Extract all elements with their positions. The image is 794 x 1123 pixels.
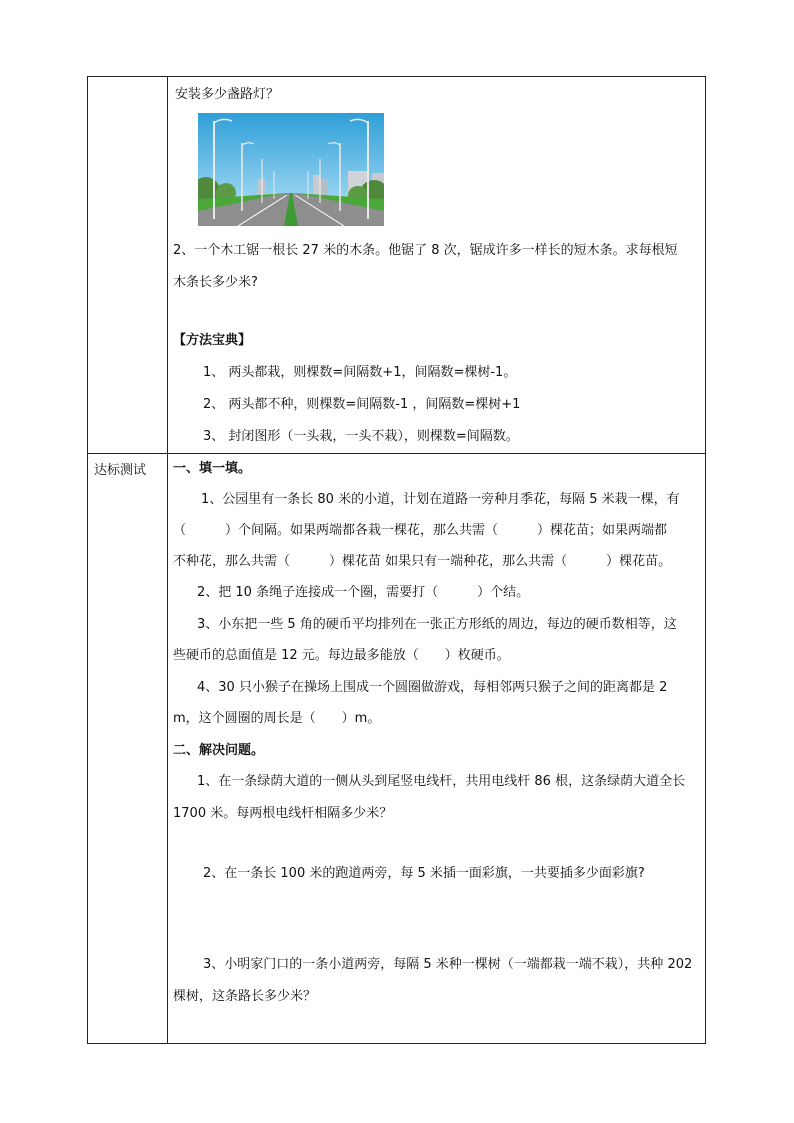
lesson-table [87,76,706,1044]
fill-4-line-2: m，这个圆圈的周长是（ ）m。 [173,711,381,726]
column-divider [167,77,168,1043]
method-3: 3、 封闭图形（一头栽，一头不栽），则棵数=间隔数。 [203,429,519,444]
solve-1-line-1: 1、在一条绿荫大道的一侧从头到尾竖电线杆，共用电线杆 86 根，这条绿荫大道全长 [197,774,686,789]
fill-3-line-1: 3、小东把一些 5 角的硬币平均排列在一张正方形纸的周边，每边的硬币数相等，这 [197,617,677,632]
fill-2: 2、把 10 条绳子连接成一个圈，需要打（ ）个结。 [197,585,530,600]
method-title: 【方法宝典】 [173,333,252,348]
method-2: 2、 两头都不种，则棵数=间隔数-1 ，间隔数=棵树+1 [203,397,521,412]
question-2-line-1: 2、一个木工锯一根长 27 米的木条。他锯了 8 次，锯成许多一样长的短木条。求每根短 [173,243,678,258]
solve-2: 2、在一条长 100 米的跑道两旁，每 5 米插一面彩旗，一共要插多少面彩旗? [203,866,645,881]
fill-1-line-3: 不种花，那么共需（ ）棵花苗 如果只有一端种花，那么共需（ ）棵花苗。 [173,554,672,569]
question-2-line-2: 木条长多少米? [173,275,258,290]
intro-line: 安装多少盏路灯？ [175,87,280,102]
solve-3-line-2: 棵树，这条路长多少米？ [173,989,317,1004]
section-fill-title: 一、填一填。 [173,461,252,476]
fill-1-line-1: 1、公园里有一条长 80 米的小道，计划在道路一旁种月季花，每隔 5 米栽一棵，有 [201,492,680,507]
street-lamps-icon [198,113,384,226]
section-solve-title: 二、解决问题。 [173,743,265,758]
row-label-test: 达标测试 [94,463,147,478]
method-1: 1、 两头都栽，则棵数=间隔数+1，间隔数=棵树-1。 [203,365,517,380]
street-lamps-photo [198,113,384,226]
fill-4-line-1: 4、30 只小猴子在操场上围成一个圆圈做游戏，每相邻两只猴子之间的距离都是 2 [197,680,668,695]
fill-3-line-2: 些硬币的总面值是 12 元。每边最多能放（ ）枚硬币。 [173,648,510,663]
solve-1-line-2: 1700 米。每两根电线杆相隔多少米？ [173,806,393,821]
fill-1-line-2: （ ）个间隔。如果两端都各栽一棵花，那么共需（ ）棵花苗；如果两端都 [173,523,668,538]
solve-3-line-1: 3、小明家门口的一条小道两旁，每隔 5 米种一棵树（一端都栽一端不栽），共种 202 [203,957,693,972]
row-divider [88,453,705,454]
